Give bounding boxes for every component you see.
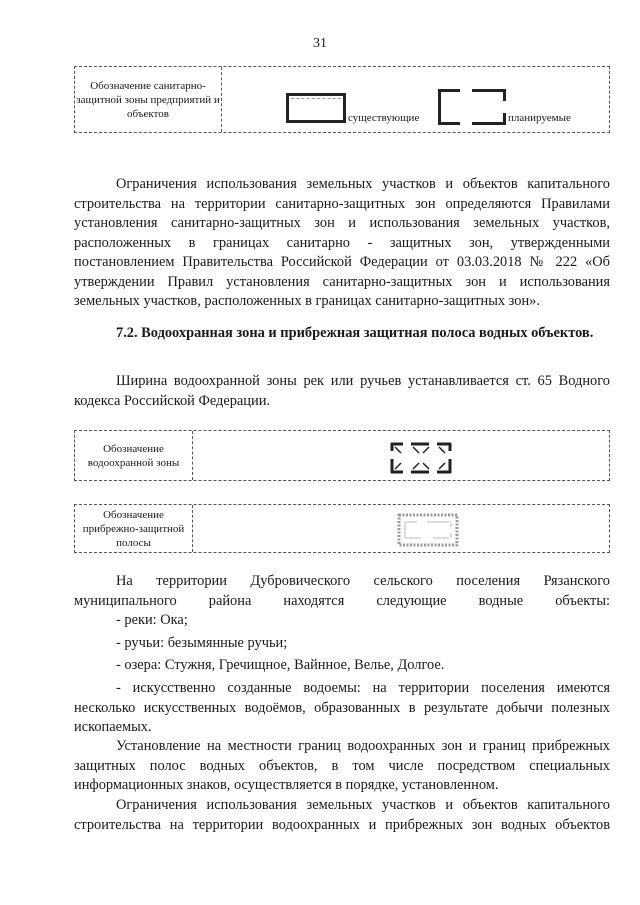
water-zone-legend-symbols <box>193 431 609 480</box>
planned-zone-caption: планируемые <box>508 112 571 124</box>
sanitary-zone-legend-table <box>74 66 610 133</box>
page-number: 31 <box>313 36 327 51</box>
shore-strip-legend-table <box>74 504 610 553</box>
sanitary-restrictions-paragraph: Ограничения использования земельных участков и объектов капитального строительства на территории санитарно-защитных зон определяются Правилами установления санитарно-защитных зон и использования земельных участков, расположенных в границах санитарно - защитных зон, утвержденными постановлением Правительства Российской Федерации от 03.03.2018 № 222 «Об утверждении Правил установления санитарно-защитных зон и использования земельных участков, расположенных в границах санитарно-защитных зон». <box>74 176 610 309</box>
artificial-reservoirs-paragraph: - искусственно созданные водоемы: на территории поселения имеются несколько искусственных водоёмов, образованных в результате добычи полезных ископаемых. <box>74 680 610 735</box>
existing-zone-caption: существующие <box>348 112 420 124</box>
section-heading: 7.2. Водоохранная зона и прибрежная защитная полоса водных объектов. <box>116 325 594 341</box>
shore-strip-symbol-icon <box>397 513 459 547</box>
boundaries-paragraph: Установление на местности границ водоохранных зон и границ прибрежных защитных полос водных объектов, в том числе посредством специальных информационных знаков, осуществляется в порядке, установленном. <box>74 738 610 793</box>
water-zone-legend-label: Обозначение водоохранной зоны <box>75 431 193 480</box>
water-objects-streams: - ручьи: безымянные ручьи; <box>116 635 288 651</box>
shore-strip-legend-label: Обозначение прибрежно-защитной полосы <box>75 505 193 552</box>
water-restrictions-paragraph: Ограничения использования земельных участков и объектов капитального строительства на территории водоохранных и прибрежных зон водных объектов <box>74 797 610 833</box>
planned-zone-symbol-icon <box>438 89 506 125</box>
shore-strip-legend-symbols <box>193 505 609 552</box>
water-objects-rivers: - реки: Ока; <box>116 612 188 628</box>
water-objects-lakes: - озера: Стужня, Гречищное, Вайнное, Велье, Долгое. <box>116 657 445 673</box>
water-zone-width-paragraph: Ширина водоохранной зоны рек или ручьев устанавливается ст. 65 Водного кодекса Российской Федерации. <box>74 373 610 409</box>
water-zone-symbol-icon <box>389 441 453 475</box>
existing-zone-symbol-icon <box>286 93 346 123</box>
sanitary-zone-legend-label: Обозначение санитарно-защитной зоны предприятий и объектов <box>75 67 222 132</box>
water-zone-legend-table <box>74 430 610 481</box>
water-objects-intro-paragraph: На территории Дубровического сельского поселения Рязанского муниципального района находятся следующие водные объекты: <box>74 573 610 609</box>
sanitary-zone-legend-symbols <box>222 67 609 132</box>
